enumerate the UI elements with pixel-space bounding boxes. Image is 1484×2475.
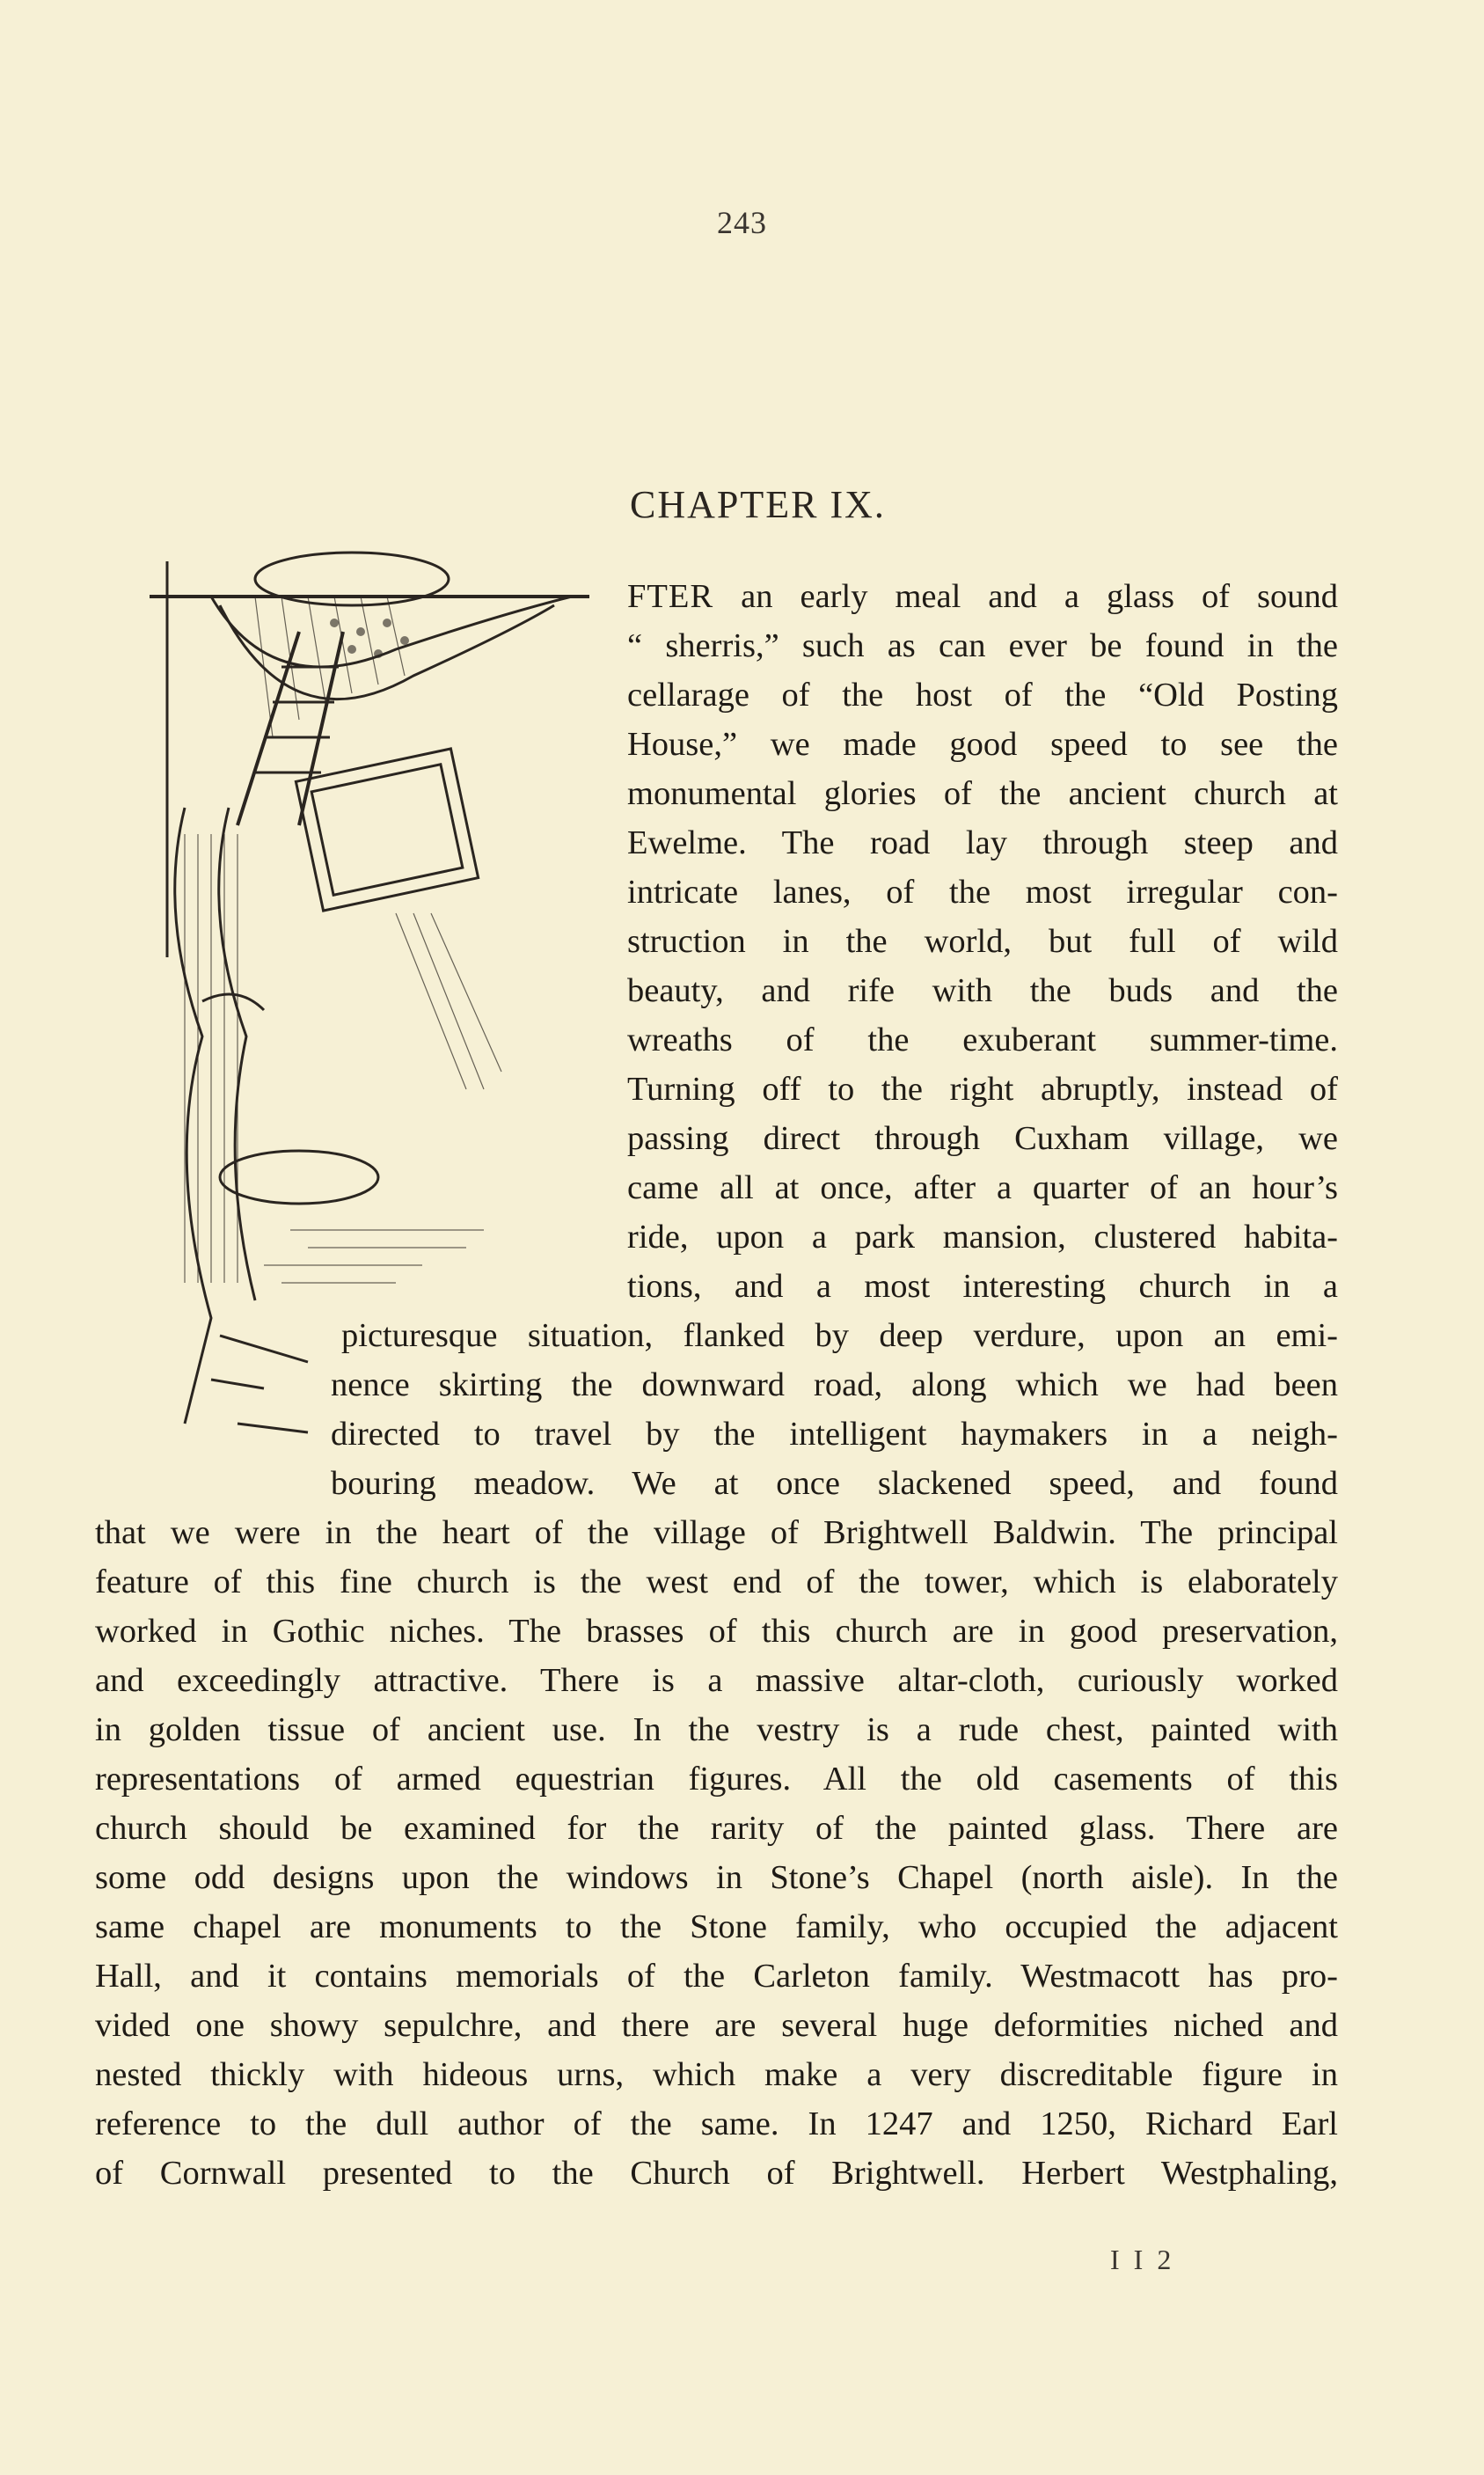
signature-mark: I I 2 [1110, 2244, 1175, 2275]
text-line: ride, upon a park mansion, clustered habita- [627, 1219, 1338, 1256]
text-line: directed to travel by the intelligent haymakers in a neigh- [331, 1416, 1338, 1453]
text-line: nence skirting the downward road, along which we had been [331, 1366, 1338, 1403]
text-line: House,” we made good speed to see the [627, 726, 1338, 763]
chapter-heading: CHAPTER IX. [630, 483, 886, 526]
text-line: that we were in the heart of the village of Brightwell Baldwin. The principal [95, 1514, 1338, 1551]
text-line: picturesque situation, flanked by deep verdure, upon an emi- [341, 1317, 1338, 1354]
text-line: intricate lanes, of the most irregular con- [627, 874, 1338, 911]
text-line: wreaths of the exuberant summer-time. [627, 1021, 1338, 1058]
opening-small-caps: FTER [627, 578, 714, 615]
text-line: of Cornwall presented to the Church of Brightwell. Herbert Westphaling, [95, 2155, 1338, 2192]
text-line: representations of armed equestrian figures. All the old casements of this [95, 1761, 1338, 1798]
text-line: struction in the world, but full of wild [627, 923, 1338, 960]
text-line: Ewelme. The road lay through steep and [627, 824, 1338, 861]
text-line: vided one showy sepulchre, and there are several huge deformities niched and [95, 2007, 1338, 2044]
text-line: cellarage of the host of the “Old Posting [627, 677, 1338, 714]
text-line: came all at once, after a quarter of an hour’s [627, 1169, 1338, 1206]
text-line: beauty, and rife with the buds and the [627, 972, 1338, 1009]
text-line: Hall, and it contains memorials of the Carleton family. Westmacott has pro- [95, 1958, 1338, 1995]
text-line: same chapel are monuments to the Stone family, who occupied the adjacent [95, 1908, 1338, 1945]
text-line: Turning off to the right abruptly, instead of [627, 1071, 1338, 1108]
text-line: church should be examined for the rarity of the painted glass. There are [95, 1810, 1338, 1847]
text-line: tions, and a most interesting church in a [627, 1268, 1338, 1305]
text-line: “ sherris,” such as can ever be found in the [627, 627, 1338, 664]
text-line: in golden tissue of ancient use. In the vestry is a rude chest, painted with [95, 1711, 1338, 1748]
text-line: and exceedingly attractive. There is a massive altar-cloth, curiously worked [95, 1662, 1338, 1699]
text-line: feature of this fine church is the west end of the tower, which is elaborately [95, 1563, 1338, 1600]
text-line: bouring meadow. We at once slackened speed, and found [331, 1465, 1338, 1502]
text-line: reference to the dull author of the same. In 1247 and 1250, Richard Earl [95, 2105, 1338, 2142]
text-line: nested thickly with hideous urns, which make a very discreditable figure in [95, 2056, 1338, 2093]
text-line: passing direct through Cuxham village, we [627, 1120, 1338, 1157]
text-line: monumental glories of the ancient church at [627, 775, 1338, 812]
text-line-opening: FTER an early meal and a glass of sound [627, 578, 1339, 615]
text-line: some odd designs upon the windows in Stone’s Chapel (north aisle). In the [95, 1859, 1338, 1896]
page-number: 243 [717, 205, 767, 240]
text-line: worked in Gothic niches. The brasses of this church are in good preservation, [95, 1613, 1338, 1650]
